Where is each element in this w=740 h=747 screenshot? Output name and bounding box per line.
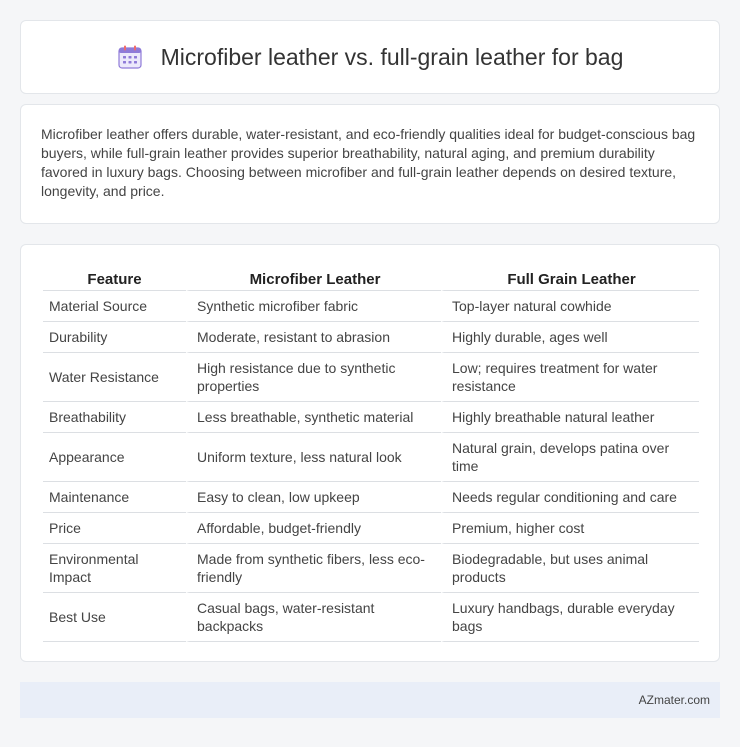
table-row [43,402,699,433]
cell-microfiber: Synthetic microfiber fabric [186,291,441,322]
cell-microfiber: Made from synthetic fibers, less eco-friendly [186,544,441,593]
cell-feature: Durability [43,322,186,353]
table-row [43,322,699,353]
cell-feature: Maintenance [43,482,186,513]
calendar-icon [117,44,143,70]
comparison-table-card [20,244,720,662]
cell-full-grain: Luxury handbags, durable everyday bags [441,593,699,642]
footer-site-name: AZmater.com [638,693,710,707]
cell-full-grain: Premium, higher cost [441,513,699,544]
cell-microfiber: Less breathable, synthetic material [186,402,441,433]
title-card [20,20,720,94]
table-row [43,291,699,322]
cell-microfiber: Moderate, resistant to abrasion [186,322,441,353]
cell-microfiber: Uniform texture, less natural look [186,433,441,482]
cell-microfiber: Casual bags, water-resistant backpacks [186,593,441,642]
cell-full-grain: Highly breathable natural leather [441,402,699,433]
table-row [43,353,699,402]
cell-full-grain: Low; requires treatment for water resistance [441,353,699,402]
cell-microfiber: High resistance due to synthetic properties [186,353,441,402]
footer-bar [20,682,720,718]
header-microfiber: Microfiber Leather [186,265,441,291]
table-row [43,482,699,513]
cell-feature: Breathability [43,402,186,433]
summary-text: Microfiber leather offers durable, water-resistant, and eco-friendly qualities ideal for budget-conscious bag buyers, while full-grain leather provides superior breathability, natural aging, and premium durability favored in luxury bags. Choosing between microfiber and full-grain leather depends on desired texture, longevity, and price. [41,126,696,199]
header-full-grain: Full Grain Leather [441,265,699,291]
cell-feature: Best Use [43,593,186,642]
cell-feature: Material Source [43,291,186,322]
table-row [43,433,699,482]
comparison-table [43,265,699,642]
table-row [43,513,699,544]
table-row [43,544,699,593]
summary-card [20,104,720,224]
cell-feature: Appearance [43,433,186,482]
cell-full-grain: Top-layer natural cowhide [441,291,699,322]
cell-full-grain: Natural grain, develops patina over time [441,433,699,482]
table-row [43,593,699,642]
page-title: Microfiber leather vs. full-grain leather for bag [160,43,624,70]
title-wrap [117,44,624,71]
cell-feature: Environmental Impact [43,544,186,593]
cell-full-grain: Biodegradable, but uses animal products [441,544,699,593]
header-feature: Feature [43,265,186,291]
cell-feature: Water Resistance [43,353,186,402]
cell-microfiber: Easy to clean, low upkeep [186,482,441,513]
cell-full-grain: Highly durable, ages well [441,322,699,353]
table-header-row [43,265,699,291]
cell-microfiber: Affordable, budget-friendly [186,513,441,544]
cell-feature: Price [43,513,186,544]
cell-full-grain: Needs regular conditioning and care [441,482,699,513]
